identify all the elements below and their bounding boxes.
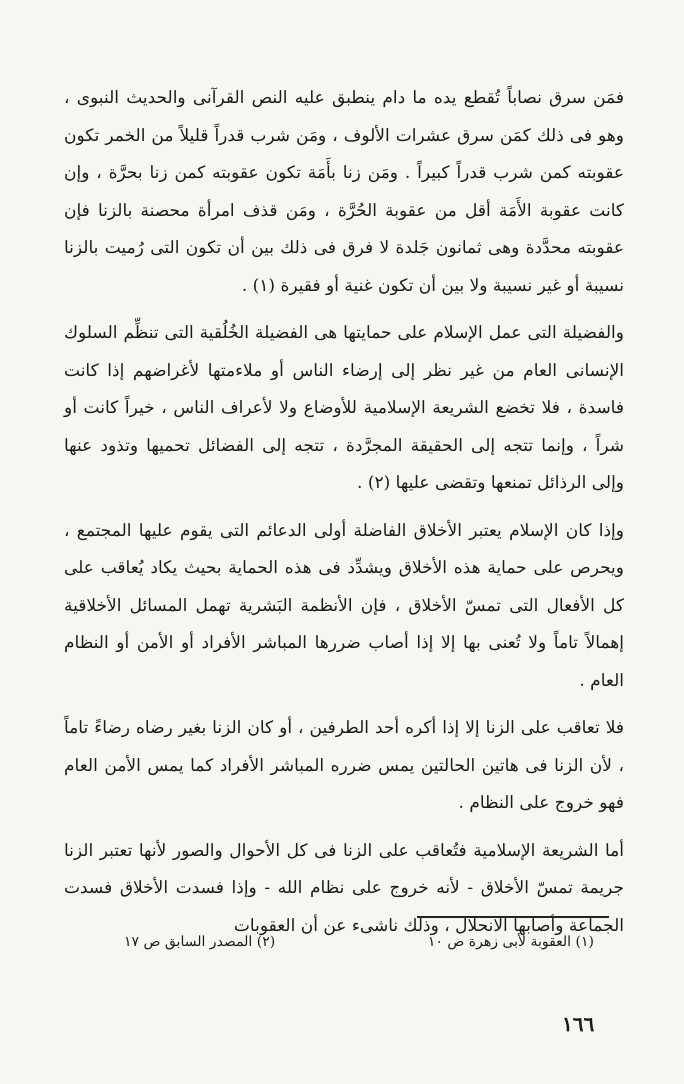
paragraph: فمَن سرق نصاباً تُقطع يده ما دام ينطبق عليه النص القرآنى والحديث النبوى ، وهو فى ذلك كمَن سرق عشرات الألوف ، ومَن شرب قدراً قليلاً من الخمر تكون عقوبته كمن شرب قدراً كبيراً . ومَن زنا بأَمَة تكون عقوبته كمن زنا بحرَّة ، وإن كانت عقوبة الأَمَة أقل من عقوبة الحُرَّة ، ومَن قذف امرأة محصنة بالزنا فإن عقوبته محدَّدة وهى ثمانون جَلدة لا فرق فى ذلك بين أن تكون التى رُميت بالزنا نسيبة أو غير نسيبة ولا بين أن تكون غنية أو فقيرة (١) .	[64, 88, 624, 296]
footnote-2: (٢) المصدر السابق ص ١٧	[124, 934, 276, 950]
page-number: ١٦٦	[562, 1012, 595, 1036]
paragraph: والفضيلة التى عمل الإسلام على حمايتها هى الفضيلة الخُلُقية التى تنظِّم السلوك الإنسانى العام من غير نظر إلى إرضاء الناس أو ملاءمتها لأغراضهم إذا كانت فاسدة ، فلا تخضع الشريعة الإسلامية للأوضاع ولا لأعراف الناس ، خيراً كانت أو شراً ، وإنما تتجه إلى الحقيقة المجرَّدة ، تتجه إلى الفضائل تحميها وتذود عنها وإلى الرذائل تمنعها وتقضى عليها (٢) .	[64, 323, 624, 493]
paragraph: فلا تعاقب على الزنا إلا إذا أكره أحد الطرفين ، أو كان الزنا بغير رضاه رضاءً تاماً ، لأن الزنا فى هاتين الحالتين يمس ضرره المباشر الأفراد كما يمس الأمن العام فهو خروج على النظام .	[64, 718, 624, 813]
body-text	[64, 80, 624, 955]
paragraph: وإذا كان الإسلام يعتبر الأخلاق الفاضلة أولى الدعائم التى يقوم عليها المجتمع ، ويحرص على حماية هذه الأخلاق ويشدِّد فى هذه الحماية بحيث يكاد يُعاقب على كل الأفعال التى تمسّ الأخلاق ، فإن الأنظمة البَشرية تهمل المسائل الأخلاقية إهمالاً تاماً ولا تُعنى بها إلا إذا أصاب ضررها المباشر الأفراد أو الأمن أو النظام العام .	[64, 520, 624, 691]
footnote-divider	[417, 916, 609, 918]
footnotes	[124, 932, 594, 952]
paragraph: أما الشريعة الإسلامية فتُعاقب على الزنا فى كل الأحوال والصور لأنها تعتبر الزنا جريمة تمسّ الأخلاق - لأنه خروج على نظام الله - وإذا فسدت الأخلاق فسدت الجماعة وأصابها الانحلال ، وذلك ناشىء عن أن العقوبات	[64, 840, 624, 936]
footnote-1: (١) العقوبة لأبى زهرة ص ١٠	[427, 934, 594, 950]
